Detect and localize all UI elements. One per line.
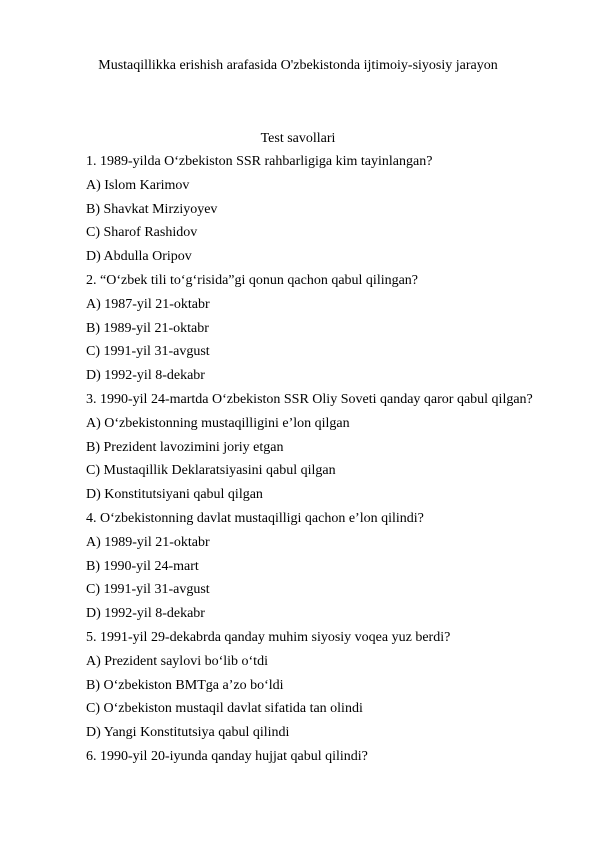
answer-option: B) Shavkat Mirziyoyev <box>86 201 218 217</box>
question-text: 1. 1989-yilda O‘zbekiston SSR rahbarligiga kim tayinlangan? <box>86 154 433 169</box>
answer-option: C) Sharof Rashidov <box>86 225 198 241</box>
answer-option: A) Islom Karimov <box>86 177 190 193</box>
question-list <box>86 153 566 772</box>
answer-option: B) Prezident lavozimini joriy etgan <box>86 439 284 455</box>
answer-option: C) Mustaqillik Deklaratsiyasini qabul qilgan <box>86 463 336 479</box>
answer-option: C) O‘zbekiston mustaqil davlat sifatida tan olindi <box>86 701 363 717</box>
answer-option: C) 1991-yil 31-avgust <box>86 582 210 598</box>
question-text: 4. O‘zbekistonning davlat mustaqilligi qachon e’lon qilindi? <box>86 510 424 526</box>
answer-option: D) 1992-yil 8-dekabr <box>86 368 205 384</box>
answer-option: D) Abdulla Oripov <box>86 249 192 265</box>
answer-option: A) Prezident saylovi bo‘lib o‘tdi <box>86 653 268 669</box>
answer-option: D) Konstitutsiyani qabul qilgan <box>86 487 263 503</box>
question-text: 6. 1990-yil 20-iyunda qanday hujjat qabul qilindi? <box>86 748 368 764</box>
document-title: Mustaqillikka erishish arafasida O'zbekistonda ijtimoiy-siyosiy jarayon <box>98 58 498 73</box>
question-text: 2. “O‘zbek tili to‘g‘risida”gi qonun qachon qabul qilingan? <box>86 272 419 288</box>
answer-option: C) 1991-yil 31-avgust <box>86 344 210 360</box>
question-text: 5. 1991-yil 29-dekabrda qanday muhim siyosiy voqea yuz berdi? <box>86 629 451 645</box>
answer-option: B) 1990-yil 24-mart <box>86 558 199 574</box>
section-heading: Test savollari <box>260 131 336 146</box>
answer-option: B) 1989-yil 21-oktabr <box>86 320 209 336</box>
answer-option: D) Yangi Konstitutsiya qabul qilindi <box>86 725 290 741</box>
answer-option: D) 1992-yil 8-dekabr <box>86 606 205 622</box>
answer-option: A) O‘zbekistonning mustaqilligini e’lon qilgan <box>86 415 350 431</box>
answer-option: B) O‘zbekiston BMTga a’zo bo‘ldi <box>86 677 284 693</box>
question-text: 3. 1990-yil 24-martda O‘zbekiston SSR Oliy Soveti qanday qaror qabul qilgan? <box>86 391 533 407</box>
answer-option: A) 1987-yil 21-oktabr <box>86 296 210 312</box>
answer-option: A) 1989-yil 21-oktabr <box>86 534 210 550</box>
